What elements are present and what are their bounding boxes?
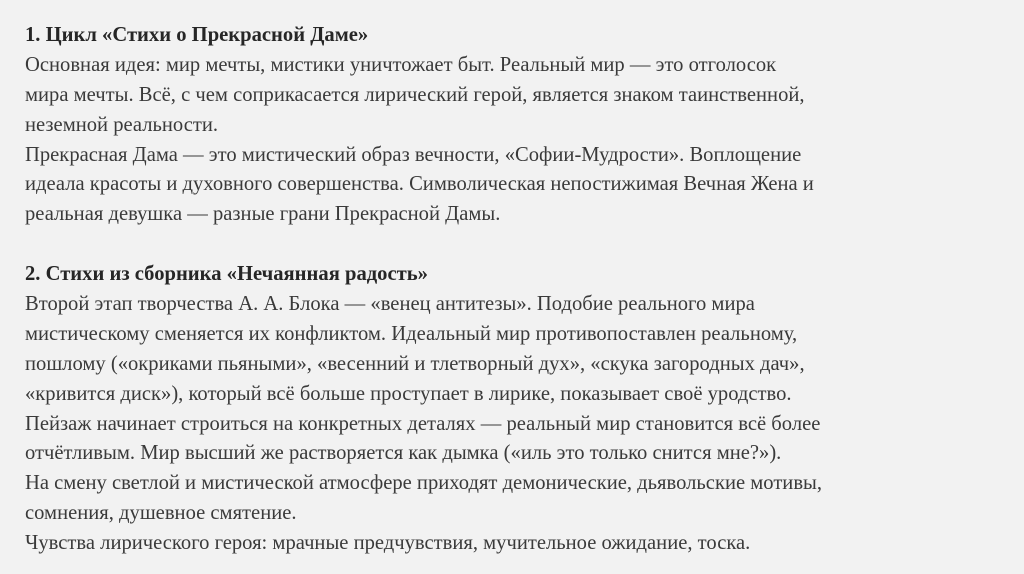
section-2-line: отчётливым. Мир высший же растворяется как дымка («иль это только снится мне?»). [25, 442, 782, 465]
section-1-line: Основная идея: мир мечты, мистики уничтожает быт. Реальный мир — это отголосок [25, 53, 777, 76]
section-2-line: пошлому («окриками пьяными», «весенний и тлетворный дух», «скука загородных дач», [25, 352, 805, 375]
section-2-line: Второй этап творчества А. А. Блока — «венец антитезы». Подобие реального мира [25, 293, 755, 316]
section-1-line: идеала красоты и духовного совершенства. Символическая непостижимая Вечная Жена и [25, 173, 814, 196]
section-2-line: «кривится диск»), который всё больше проступает в лирике, показывает своё уродство. [25, 382, 792, 405]
section-1-line: реальная девушка — разные грани Прекрасной Дамы. [25, 203, 501, 226]
section-2-line: сомнения, душевное смятение. [25, 502, 297, 525]
section-2-heading: 2. Стихи из сборника «Нечаянная радость» [25, 263, 428, 286]
section-2-line: Пейзаж начинает строиться на конкретных деталях — реальный мир становится всё более [25, 412, 821, 435]
section-1-line: мира мечты. Всё, с чем соприкасается лирический герой, является знаком таинственной, [25, 83, 805, 106]
section-2-line: Чувства лирического героя: мрачные предчувствия, мучительное ожидание, тоска. [25, 532, 751, 555]
section-1-line: неземной реальности. [25, 113, 219, 136]
section-1-line: Прекрасная Дама — это мистический образ вечности, «Софии-Мудрости». Воплощение [25, 143, 802, 166]
section-2-line: На смену светлой и мистической атмосфере приходят демонические, дьявольские мотивы, [25, 472, 823, 495]
slide-text [25, 21, 1020, 559]
section-2-line: мистическому сменяется их конфликтом. Идеальный мир противопоставлен реальному, [25, 322, 798, 345]
section-spacer [25, 230, 1020, 260]
section-1-heading: 1. Цикл «Стихи о Прекрасной Даме» [25, 24, 369, 46]
